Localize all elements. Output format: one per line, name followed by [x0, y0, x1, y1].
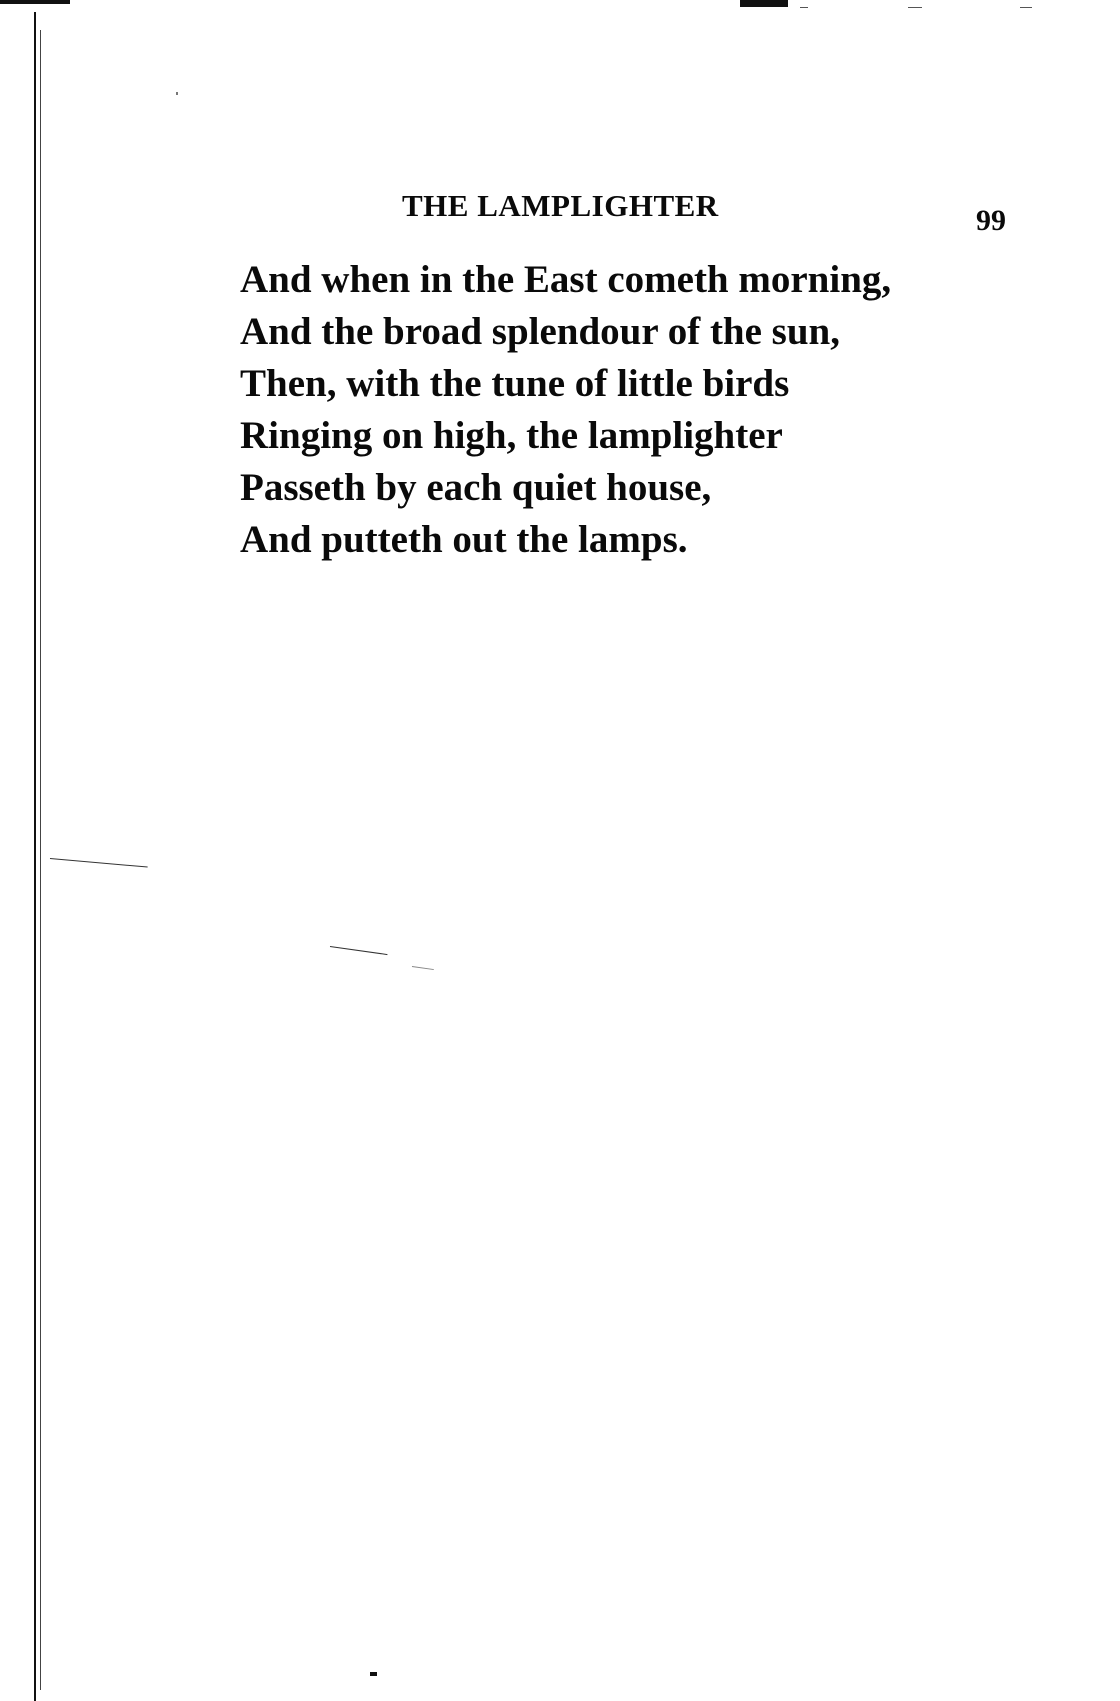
scan-artifact-top-mid — [740, 0, 788, 7]
running-title: THE LAMPLIGHTER — [402, 188, 719, 223]
poem-line: Passeth by each quiet house, — [240, 466, 712, 509]
poem-stanza — [240, 254, 891, 566]
poem-line: And putteth out the lamps. — [240, 518, 688, 561]
scan-artifact-dash — [1020, 7, 1032, 8]
scan-artifact-line — [50, 858, 148, 868]
poem-line: And the broad splendour of the sun, — [240, 310, 840, 353]
scan-artifact-dash — [908, 7, 922, 8]
scan-artifact-dot — [370, 1672, 377, 1676]
scan-artifact-line — [412, 966, 434, 970]
scan-artifact-dash — [800, 7, 808, 8]
poem-line: Then, with the tune of little birds — [240, 362, 790, 405]
page-number: 99 — [976, 204, 1006, 237]
scan-artifact-dot — [176, 92, 178, 95]
poem-line: And when in the East cometh morning, — [240, 258, 892, 301]
scan-artifact-line — [330, 946, 388, 955]
gutter-rule-thin — [40, 30, 41, 1690]
poem-line: Ringing on high, the lamplighter — [240, 414, 783, 457]
gutter-rule — [34, 12, 36, 1701]
scan-artifact-top-left — [0, 0, 70, 4]
